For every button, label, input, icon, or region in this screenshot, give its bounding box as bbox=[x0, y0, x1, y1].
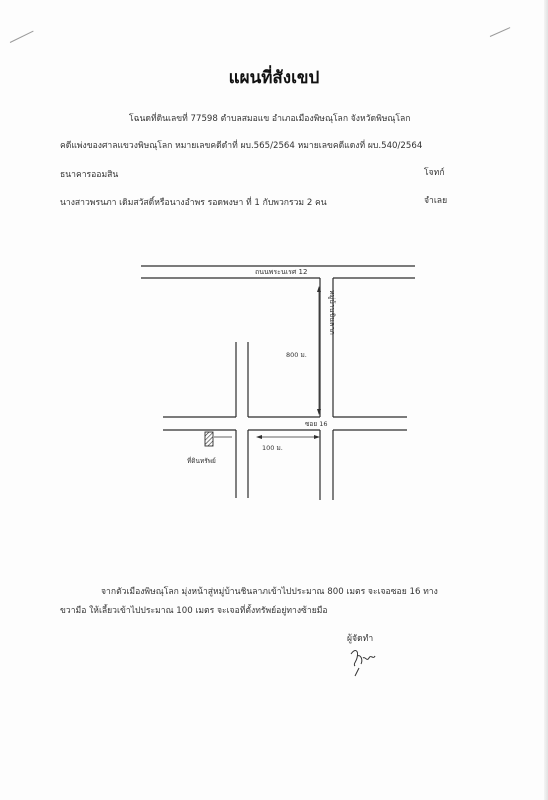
distance-vertical-label: 800 ม. bbox=[286, 351, 307, 359]
top-road-label: ถนนพระนเรศ 12 bbox=[255, 268, 308, 276]
page-title: แผนที่สังเขป bbox=[228, 68, 320, 88]
property-label: ที่ดินทรัพย์ bbox=[187, 457, 216, 465]
signature-label: ผู้จัดทำ bbox=[347, 634, 374, 644]
plaintiff-name: ธนาคารออมสิน bbox=[60, 170, 119, 180]
soi-label: ซอย 16 bbox=[305, 420, 328, 428]
property-marker bbox=[205, 432, 213, 446]
handwritten-signature bbox=[345, 634, 385, 682]
directions-line-2: ขวามือ ให้เลี้ยวเข้าไปประมาณ 100 เมตร จะเจอที่ตั้งทรัพย์อยู่ทางซ้ายมือ bbox=[60, 606, 328, 616]
deed-line: โฉนดที่ดินเลขที่ 77598 ตำบลสมอแข อำเภอเมืองพิษณุโลก จังหวัดพิษณุโลก bbox=[129, 114, 411, 124]
distance-horizontal-label: 100 ม. bbox=[262, 444, 283, 452]
case-line: คดีแพ่งของศาลแขวงพิษณุโลก หมายเลขคดีดำที่ ผบ.565/2564 หมายเลขคดีแดงที่ ผบ.540/2564 bbox=[60, 141, 423, 151]
arrow-head bbox=[314, 435, 320, 439]
defendant-role: จำเลย bbox=[424, 196, 448, 206]
arrow-head bbox=[256, 435, 262, 439]
directions-line-1: จากตัวเมืองพิษณุโลก มุ่งหน้าสู่หมู่บ้านชินลาภเข้าไปประมาณ 800 เมตร จะเจอซอย 16 ทาง bbox=[101, 587, 438, 597]
plaintiff-role: โจทก์ bbox=[424, 168, 445, 178]
defendant-name: นางสาวพรนภา เดิมสวัสดิ์หรือนางอำพร รอดพงษา ที่ 1 กับพวกรวม 2 คน bbox=[60, 198, 327, 208]
vertical-road-label: หมู่บ้านชินลาภ bbox=[328, 290, 336, 335]
